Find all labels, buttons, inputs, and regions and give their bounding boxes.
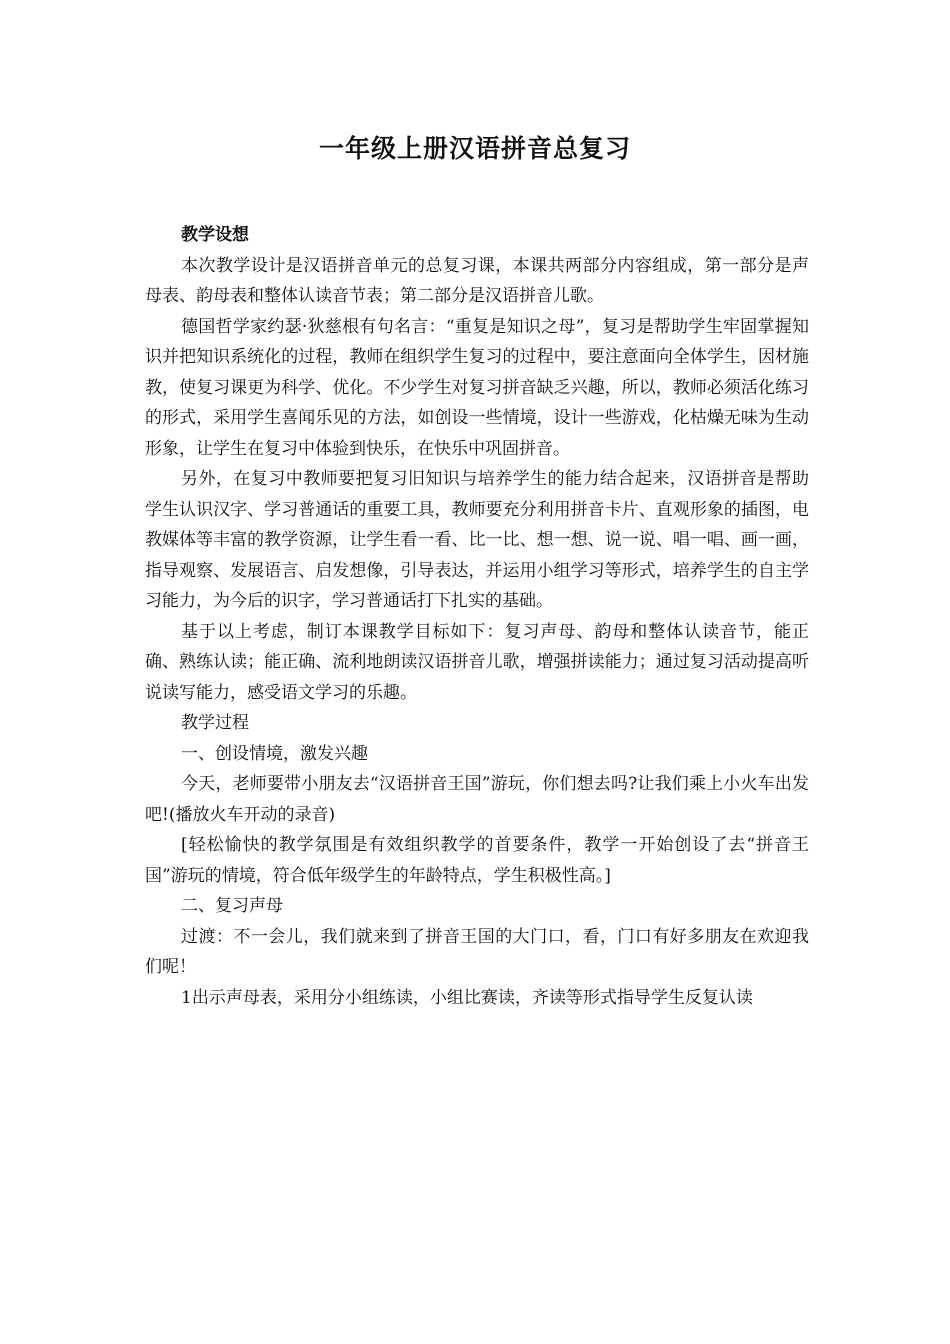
paragraph: 基于以上考虑，制订本课教学目标如下：复习声母、韵母和整体认读音节，能正确、熟练认读；能正确、流利地朗读汉语拼音儿歌，增强拼读能力；通过复习活动提高听说读写能力，感受语文学习的乐趣。	[145, 621, 809, 703]
paragraph: 德国哲学家约瑟·狄慈根有句名言：“重复是知识之母”，复习是帮助学生牢固掌握知识并把知识系统化的过程，教师在组织学生复习的过程中，要注意面向全体学生，因材施教，使复习课更为科学、优化。不少学生对复习拼音缺乏兴趣，所以，教师必须活化练习的形式，采用学生喜闻乐见的方法，如创设一些情境，设计一些游戏，化枯燥无味为生动形象，让学生在复习中体验到快乐，在快乐中巩固拼音。	[145, 316, 809, 459]
subsection-heading: 一、创设情境，激发兴趣	[181, 743, 368, 764]
paragraph: 1出示声母表，采用分小组练读，小组比赛读，齐读等形式指导学生反复认读	[181, 987, 753, 1008]
subsection-heading: 二、复习声母	[181, 896, 283, 916]
paragraph: 今天，老师要带小朋友去“汉语拼音王国”游玩，你们想去吗?让我们乘上小火车出发吧!(播放火车开动的录音)	[145, 774, 809, 825]
paragraph: 本次教学设计是汉语拼音单元的总复习课，本课共两部分内容组成，第一部分是声母表、韵母表和整体认读音节表；第二部分是汉语拼音儿歌。	[145, 255, 809, 306]
paragraph: 另外，在复习中教师要把复习旧知识与培养学生的能力结合起来，汉语拼音是帮助学生认识汉字、学习普通话的重要工具，教师要充分利用拼音卡片、直观形象的插图，电教媒体等丰富的教学资源，让学生看一看、比一比、想一想、说一说、唱一唱、画一画，指导观察、发展语言、启发想像，引导表达，并运用小组学习等形式，培养学生的自主学习能力，为今后的识字，学习普通话打下扎实的基础。	[145, 469, 809, 611]
document-title: 一年级上册汉语拼音总复习	[318, 134, 631, 163]
paragraph: 过渡：不一会儿，我们就来到了拼音王国的大门口，看，门口有好多朋友在欢迎我们呢！	[145, 926, 809, 977]
paragraph-note: [轻松愉快的教学氛围是有效组织教学的首要条件，教学一开始创设了去“拼音王国”游玩的情境，符合低年级学生的年龄特点，学生积极性高。]	[145, 835, 809, 886]
section-heading-teaching-idea: 教学设想	[181, 225, 249, 245]
document-body	[145, 220, 809, 1013]
section-heading-teaching-process: 教学过程	[181, 713, 249, 733]
